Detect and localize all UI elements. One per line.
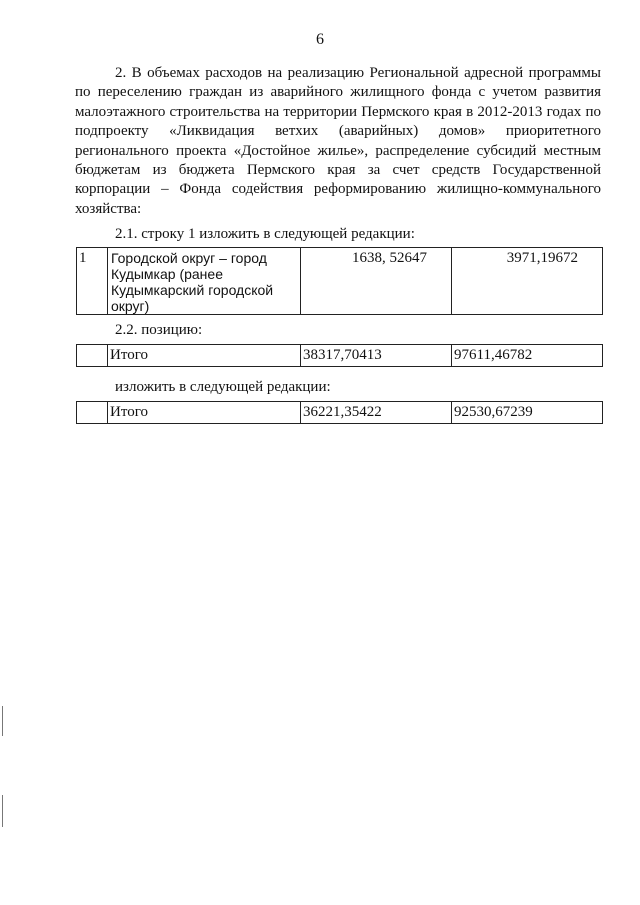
total-2013-cell: 97611,46782 — [452, 345, 603, 367]
intro-paragraph-text: 2. В объемах расходов на реализацию Региональной адресной программы по переселению граждан из аварийного жилищного фонда с учетом развития малоэтажного строительства на территории Пермского края в 2012-2013 годах по подпроекту «Ликвидация ветхих (аварийных) домов» приоритетного регионального проекта «Достойное жилье», распределение субсидий местным бюджетам из бюджета Пермского края за счет средств Государственной корпорации – Фонда содействия реформированию жилищно-коммунального хозяйства: — [75, 65, 601, 217]
total-label-cell: Итого — [108, 402, 301, 424]
new-edition-text: изложить в следующей редакции: — [115, 379, 331, 395]
total-2012-cell: 38317,70413 — [301, 345, 452, 367]
scan-artifact-line — [2, 795, 3, 827]
total-2013-cell: 92530,67239 — [452, 402, 603, 424]
row-number-cell — [77, 402, 108, 424]
row-1-table — [76, 247, 603, 315]
table-row — [77, 402, 603, 424]
page-number: 6 — [316, 31, 324, 48]
total-label-cell: Итого — [108, 345, 301, 367]
value-2013-cell: 3971,19672 — [452, 248, 603, 315]
intro-paragraph — [75, 64, 601, 219]
old-total-table — [76, 344, 603, 367]
value-2012-cell: 1638, 52647 — [301, 248, 452, 315]
table-row — [77, 345, 603, 367]
scan-artifact-line — [2, 706, 3, 736]
item-2-1-heading: 2.1. строку 1 изложить в следующей редакции: — [115, 226, 415, 242]
table-row — [77, 248, 603, 315]
municipality-name-cell: Городской округ – город Кудымкар (ранее Кудымкарский городской округ) — [108, 248, 301, 315]
row-number-cell — [77, 345, 108, 367]
new-total-table — [76, 401, 603, 424]
row-number-cell: 1 — [77, 248, 108, 315]
item-2-2-heading: 2.2. позицию: — [115, 322, 203, 338]
total-2012-cell: 36221,35422 — [301, 402, 452, 424]
